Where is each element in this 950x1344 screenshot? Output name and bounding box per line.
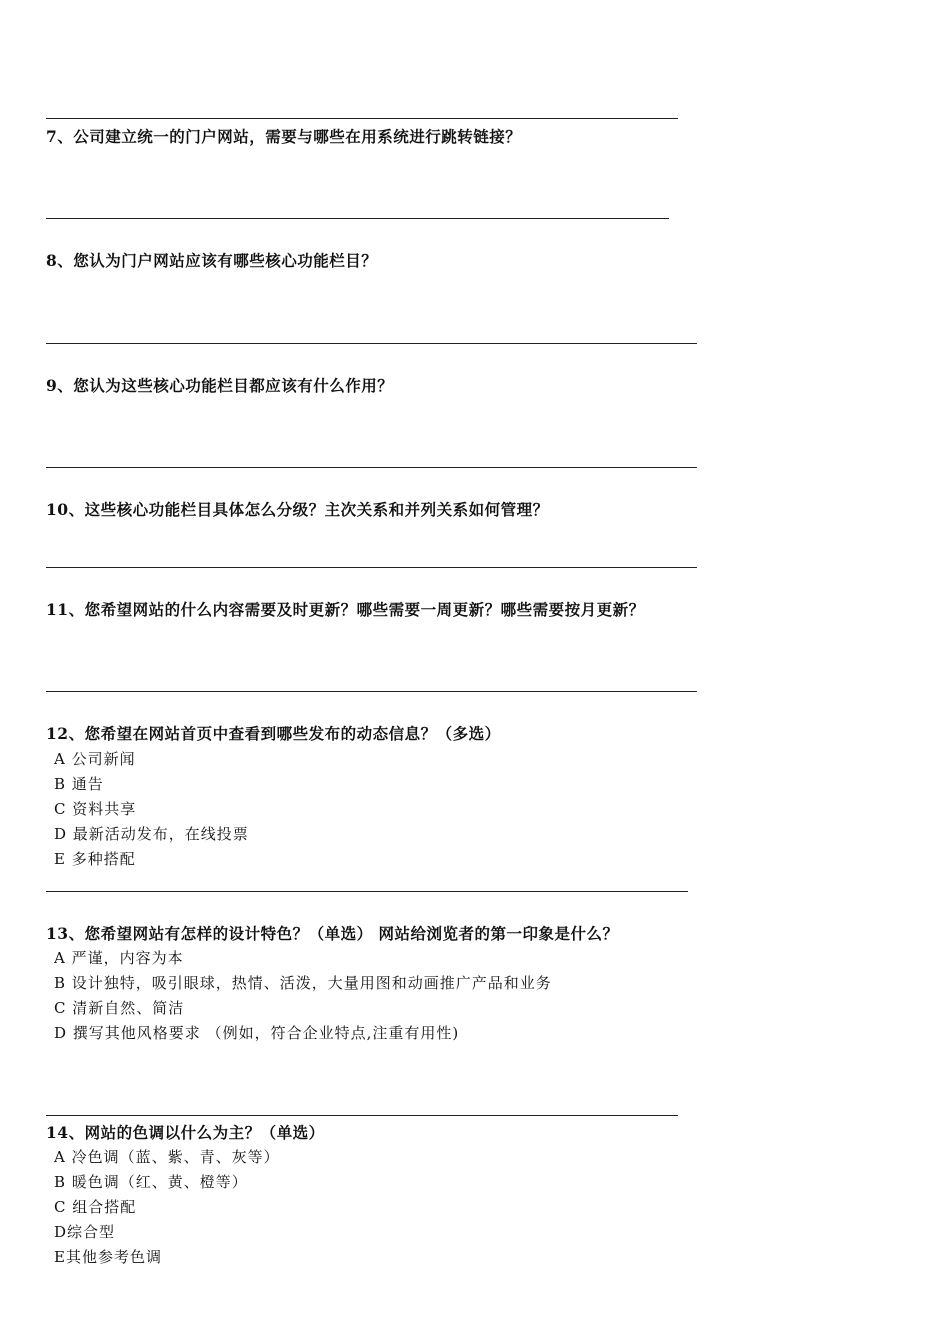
q14-option-b: B 暖色调（红、黄、橙等） (54, 1173, 248, 1191)
q12-option-e: E 多种搭配 (54, 850, 136, 868)
q12-option-a: A 公司新闻 (54, 750, 136, 768)
q14-option-d: D综合型 (54, 1223, 116, 1241)
question-12: 12、您希望在网站首页中查看到哪些发布的动态信息？（多选） (46, 724, 501, 743)
question-11: 11、您希望网站的什么内容需要及时更新？哪些需要一周更新？哪些需要按月更新？ (46, 600, 645, 619)
question-13: 13、您希望网站有怎样的设计特色？（单选） 网站给浏览者的第一印象是什么？ (46, 924, 619, 943)
answer-line-6 (46, 118, 678, 119)
q14-option-c: C 组合搭配 (54, 1198, 137, 1216)
question-14: 14、网站的色调以什么为主？（单选） (46, 1123, 325, 1142)
q13-option-c: C 清新自然、简洁 (54, 999, 185, 1017)
question-10: 10、这些核心功能栏目具体怎么分级？主次关系和并列关系如何管理？ (46, 500, 549, 519)
answer-line-10 (46, 567, 697, 568)
q14-option-a: A 冷色调（蓝、紫、青、灰等） (54, 1148, 280, 1166)
q13-option-d: D 撰写其他风格要求 （例如，符合企业特点,注重有用性) (54, 1024, 460, 1042)
question-7: 7、公司建立统一的门户网站，需要与哪些在用系统进行跳转链接？ (46, 127, 522, 146)
answer-line-12 (46, 891, 688, 892)
q12-option-b: B 通告 (54, 775, 104, 793)
answer-line-13 (46, 1115, 678, 1116)
question-8: 8、您认为门户网站应该有哪些核心功能栏目？ (46, 251, 378, 270)
question-9: 9、您认为这些核心功能栏目都应该有什么作用？ (46, 376, 394, 395)
answer-line-8 (46, 343, 697, 344)
q12-option-c: C 资料共享 (54, 800, 137, 818)
answer-line-7 (46, 218, 669, 219)
q13-option-a: A 严谨，内容为本 (54, 949, 184, 967)
answer-line-11 (46, 691, 697, 692)
q14-option-e: E其他参考色调 (54, 1248, 162, 1266)
answer-line-9 (46, 467, 697, 468)
q13-option-b: B 设计独特，吸引眼球，热情、活泼，大量用图和动画推广产品和业务 (54, 974, 552, 992)
q12-option-d: D 最新活动发布，在线投票 (54, 825, 249, 843)
